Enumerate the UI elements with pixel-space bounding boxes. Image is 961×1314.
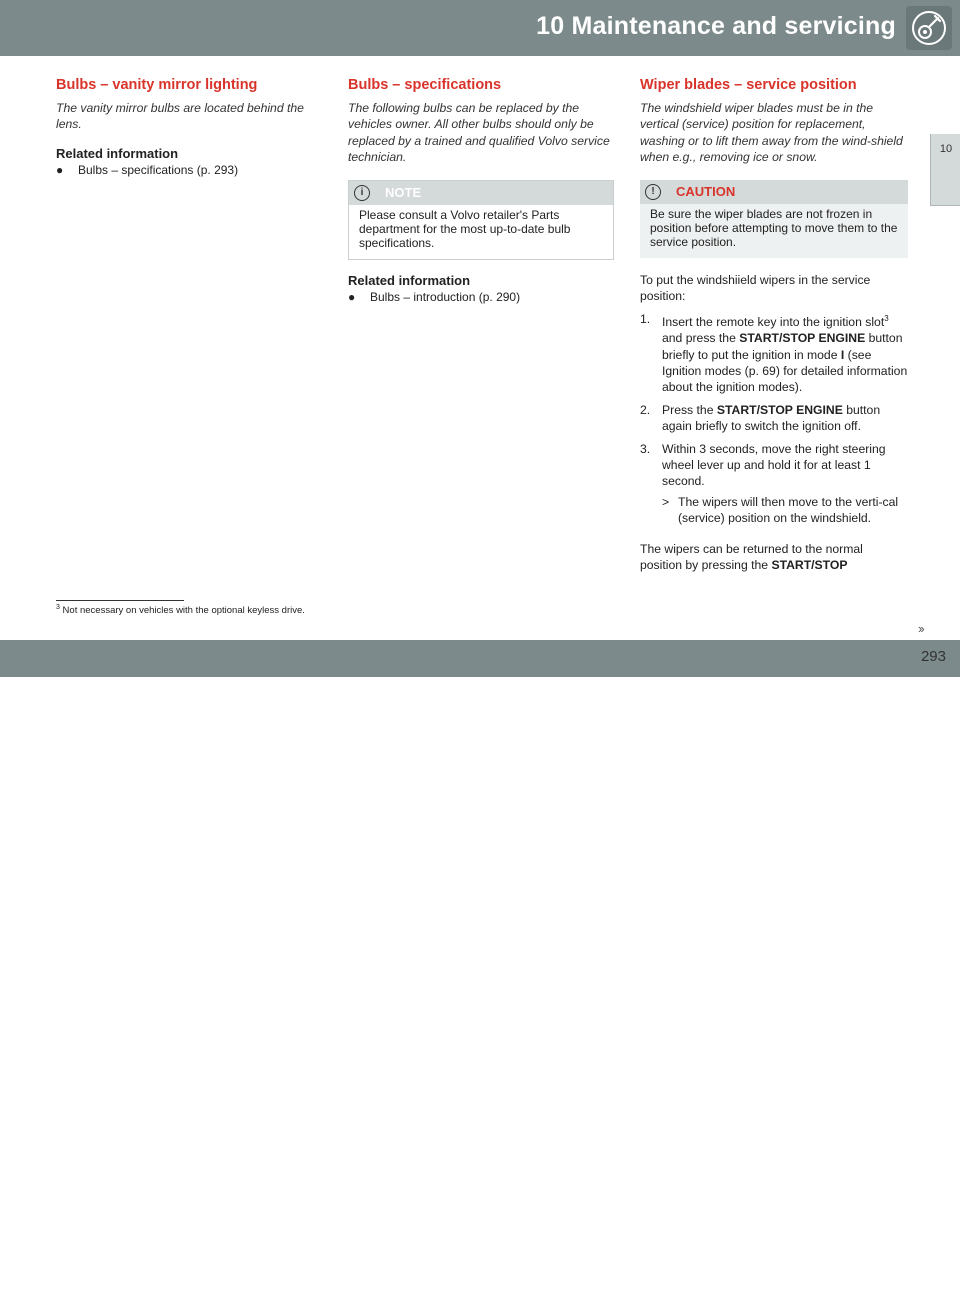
step-number: 1.	[640, 311, 651, 326]
chapter-tab-label: 10	[939, 143, 953, 155]
step-3	[640, 441, 908, 490]
related-link-text: Bulbs – specifications (p. 293)	[78, 162, 239, 177]
chapter-title: 10 Maintenance and servicing	[536, 12, 896, 40]
page-footer	[0, 640, 960, 1313]
section-heading: Wiper blades – service position	[640, 77, 857, 93]
info-icon: i	[354, 185, 370, 201]
step-number: 2.	[640, 402, 651, 417]
footnote-divider	[56, 600, 184, 601]
related-link-text: Bulbs – introduction (p. 290)	[370, 289, 521, 304]
warning-icon: !	[645, 184, 661, 200]
related-heading: Related information	[348, 272, 471, 288]
caution-box	[640, 180, 908, 258]
bullet-icon: ●	[56, 162, 64, 177]
result-text: The wipers will then move to the verti-cal (service) position on the windshield.	[678, 494, 899, 526]
step-1	[640, 311, 908, 396]
bullet-icon: ●	[348, 289, 356, 304]
step-result	[662, 494, 908, 527]
chapter-tab[interactable]	[930, 134, 960, 206]
step-text: Insert the remote key into the ignition slot$^3$ and press the START/STOP ENGINE button briefly to put the ignition in mode I (see Ignition modes (p. 69) for detailed information about the ignition modes).	[662, 313, 908, 395]
page-number: 293	[920, 648, 946, 665]
step-2	[640, 402, 908, 435]
footnote: $^3$ Not necessary on vehicles with the optional keyless drive.	[56, 604, 305, 617]
step-number: 3.	[640, 441, 651, 456]
watermark: carmanualsonline.info	[585, 1288, 819, 1313]
page-header	[0, 0, 960, 56]
related-heading: Related information	[56, 145, 179, 161]
related-link[interactable]	[348, 289, 614, 305]
note-header	[349, 181, 613, 205]
section-heading: Bulbs – specifications	[348, 77, 502, 93]
step-text: Press the START/STOP ENGINE button again briefly to switch the ignition off.	[662, 402, 881, 434]
step-text: Within 3 seconds, move the right steering wheel lever up and hold it for at least 1 second.	[662, 441, 886, 489]
result-marker: >	[662, 494, 670, 509]
return-instruction: The wipers can be returned to the normal position by pressing the START/STOP	[640, 541, 863, 572]
note-box	[348, 180, 614, 260]
note-label: NOTE	[385, 185, 422, 201]
next-page-arrow-icon[interactable]: ››	[918, 621, 923, 636]
note-text: Please consult a Volvo retailer's Parts department for the most up-to-date bulb specifications.	[359, 207, 571, 251]
section-wiper-service-position	[640, 77, 908, 573]
caution-label: CAUTION	[676, 184, 736, 200]
caution-header	[640, 180, 908, 204]
section-intro: The windshield wiper blades must be in the vertical (service) position for replacement, washing or to lift them away from the wind-shield when e.g., removing ice or snow.	[640, 101, 903, 165]
section-bulb-specifications	[348, 77, 614, 305]
section-vanity-mirror	[56, 77, 328, 178]
section-intro: The vanity mirror bulbs are located behind the lens.	[56, 101, 304, 132]
instruction-intro: To put the windshiield wipers in the service position:	[640, 272, 871, 304]
wrench-gear-icon	[906, 6, 952, 50]
section-intro: The following bulbs can be replaced by the vehicles owner. All other bulbs should only be replaced by a trained and qualified Volvo service technician.	[348, 101, 610, 165]
footnote-ref[interactable]: 3	[884, 313, 889, 323]
section-heading: Bulbs – vanity mirror lighting	[56, 77, 258, 93]
caution-text: Be sure the wiper blades are not frozen in position before attempting to move them to the service position.	[650, 206, 898, 250]
related-link[interactable]	[56, 162, 328, 178]
